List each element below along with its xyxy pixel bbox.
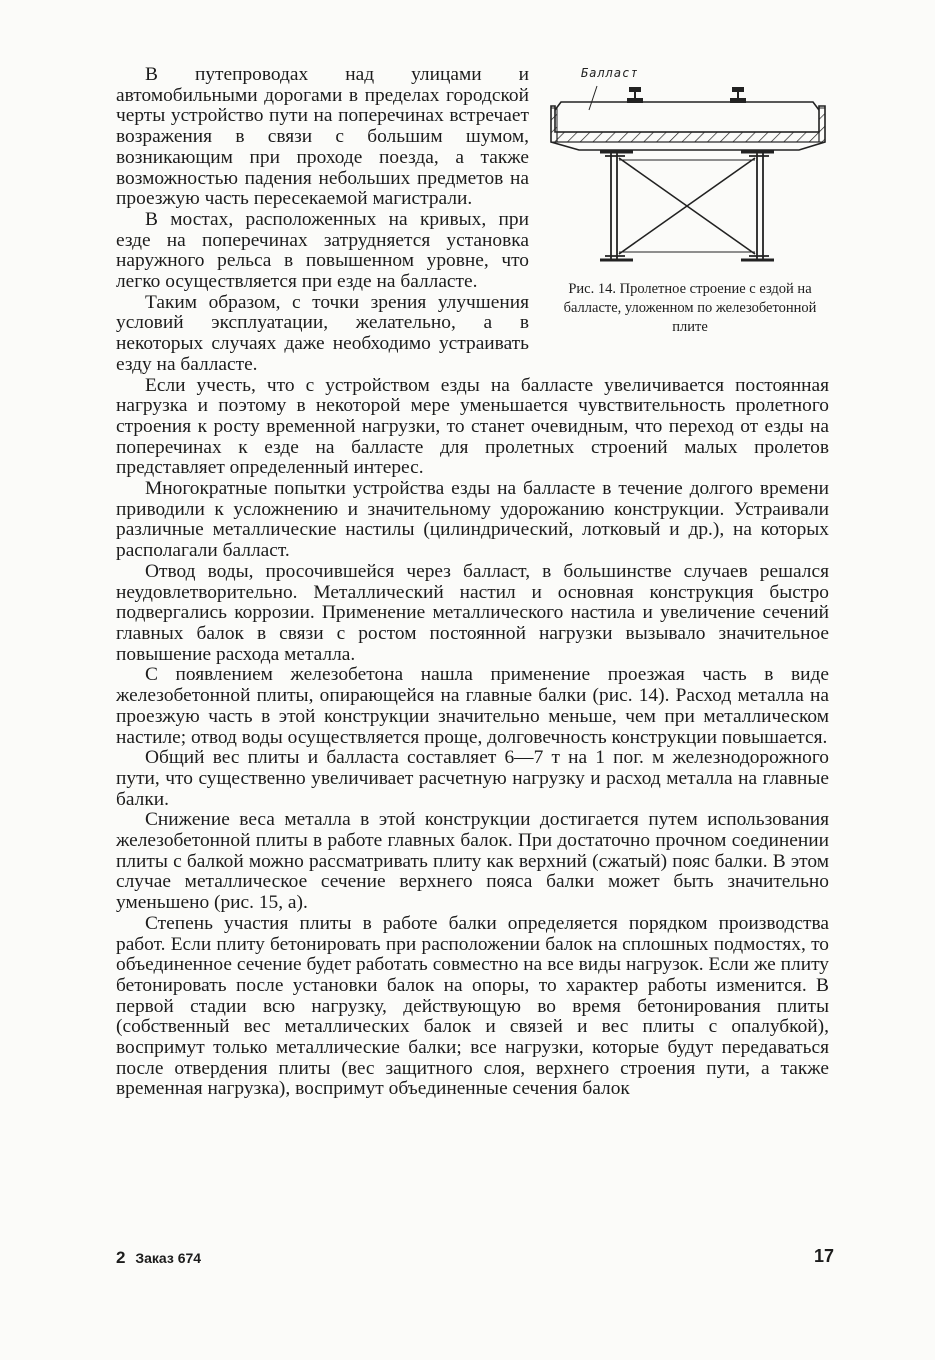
paragraph: Снижение веса металла в этой конструкции достигается путем использования железобетонной плиты в работе главных балок. При достаточно прочном соединении плиты с балкой можно рассматривать плиту как верхний (сжатый) пояс балки. В этом случае металлическое сечение верхнего пояса балки может быть значительно уменьшено (рис. 15, а).	[116, 809, 829, 914]
paragraph: В мостах, расположенных на кривых, при езде на поперечинах затрудняется установка наружного рельса в повышенном уровне, что легко осуществляется при езде на балласте.	[116, 208, 529, 293]
paragraph: Степень участия плиты в работе балки определяется порядком производства работ. Если плиту бетонировать при расположении балок на сплошных подмостях, то объединенное сечение будет работать совместно на все виды нагрузок. Если же плиту бетонировать после установки балок на опоры, то характер работы изменится. В первой стадии всю нагрузку, действующую во время бетонирования плиты (собственный вес металлических балок и связей и вес плиты с опалубкой), воспримут только металлические балки; все нагрузки, которые будут передаваться после отвердения плиты (вес защитного слоя, верхнего строения пути, а также временная нагрузка), воспримут объединенные сечения балок	[116, 912, 829, 1100]
paragraph: С появлением железобетона нашла применение проезжая часть в виде железобетонной плиты, опирающейся на главные балки (рис. 14). Расход металла на проезжую часть в этой конструкции значительно меньше, чем при металлическом настиле; отвод воды осуществляется проще, долговечность конструкции повышается.	[116, 664, 829, 748]
body-text	[116, 65, 829, 1100]
ballast-label: Балласт	[581, 66, 639, 80]
paragraph: Отвод воды, просочившейся через балласт, в большинстве случаев решался неудовлетворительно. Металлический настил и основная конструкция быстро подвергались коррозии. Применение металлического настила и увеличение сечений главных балок в связи с ростом постоянной нагрузки вызывало значительное повышение расхода металла.	[116, 560, 829, 665]
paragraph: Общий вес плиты и балласта составляет 6—7 т на 1 пог. м железнодорожного пути, что существенно увеличивает расчетную нагрузку и расход металла на главные балки.	[116, 747, 829, 810]
page-number: 17	[814, 1246, 835, 1266]
paragraph: Если учесть, что с устройством езды на балласте увеличивается постоянная нагрузка и поэтому в некоторой мере уменьшается чувствительность пролетного строения к росту временной нагрузки, то станет очевидным, что переход от езды на поперечинах к езде на балласте для пролетных строений малых пролетов представляет определенный интерес.	[116, 374, 829, 479]
figure-caption: Рис. 14. Пролетное строение с ездой на балласте, уложенном по железобетонной плите	[563, 281, 817, 335]
signature-text: Заказ 674	[135, 1250, 202, 1266]
paragraph: В путепроводах над улицами и автомобильными дорогами в пределах городской черты устройство пути на поперечинах встречает возражения в связи с большим шумом, возникающим при проходе поезда, а также возможностью падения небольших предметов на проезжую часть пересекаемой магистрали.	[116, 64, 529, 210]
paragraph: Таким образом, с точки зрения улучшения условий эксплуатации, желательно, а в некоторых случаях даже необходимо устраивать езду на балласте.	[116, 291, 529, 375]
figure-float-spacer	[529, 65, 829, 360]
signature-number: 2	[116, 1248, 126, 1267]
paragraph: Многократные попытки устройства езды на балласте в течение долгого времени приводили к усложнению и значительному удорожанию конструкции. Устраивали различные металлические настилы (цилиндрический, лотковый и др.), на которых располагали балласт.	[116, 478, 829, 562]
printer-signature	[116, 1248, 201, 1268]
